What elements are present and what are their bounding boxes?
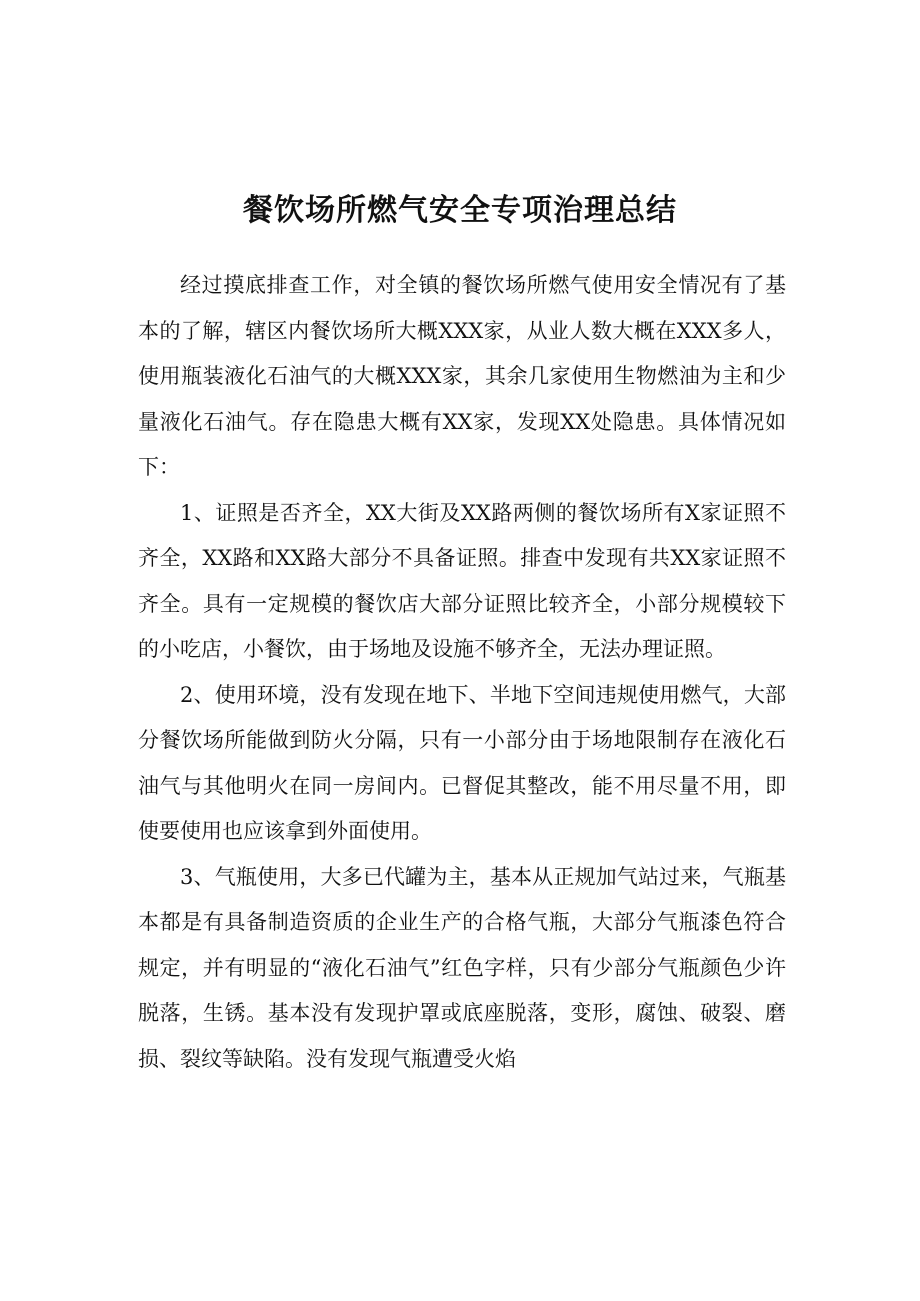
document-title: 餐饮场所燃气安全专项治理总结 [243,193,677,229]
paragraph-cylinders: 3、气瓶使用，大多已代罐为主，基本从正规加气站过来，气瓶基本都是有具备制造资质的企业生产的合格气瓶，大部分气瓶漆色符合规定，并有明显的“液化石油气”红色字样，只有少部分气瓶颜色少许脱落，生锈。基本没有发现护罩或底座脱落，变形，腐蚀、破裂、磨损、裂纹等缺陷。没有发现气瓶遭受火焰 [138,864,786,1071]
paragraph-intro: 经过摸底排查工作，对全镇的餐饮场所燃气使用安全情况有了基本的了解，辖区内餐饮场所大概XXX家，从业人数大概在XXX多人，使用瓶装液化石油气的大概XXX家，其余几家使用生物燃油为主和少量液化石油气。存在隐患大概有XX家，发现XX处隐患。具体情况如下： [138,273,786,479]
document-body [138,263,786,1082]
paragraph-environment: 2、使用环境，没有发现在地下、半地下空间违规使用燃气，大部分餐饮场所能做到防火分隔，只有一小部分由于场地限制存在液化石油气与其他明火在同一房间内。已督促其整改，能不用尽量不用，即使要使用也应该拿到外面使用。 [138,682,786,843]
paragraph-licenses: 1、证照是否齐全，XX大街及XX路两侧的餐饮场所有X家证照不齐全，XX路和XX路大部分不具备证照。排查中发现有共XX家证照不齐全。具有一定规模的餐饮店大部分证照比较齐全，小部分规模较下的小吃店，小餐饮，由于场地及设施不够齐全，无法办理证照。 [138,500,786,661]
